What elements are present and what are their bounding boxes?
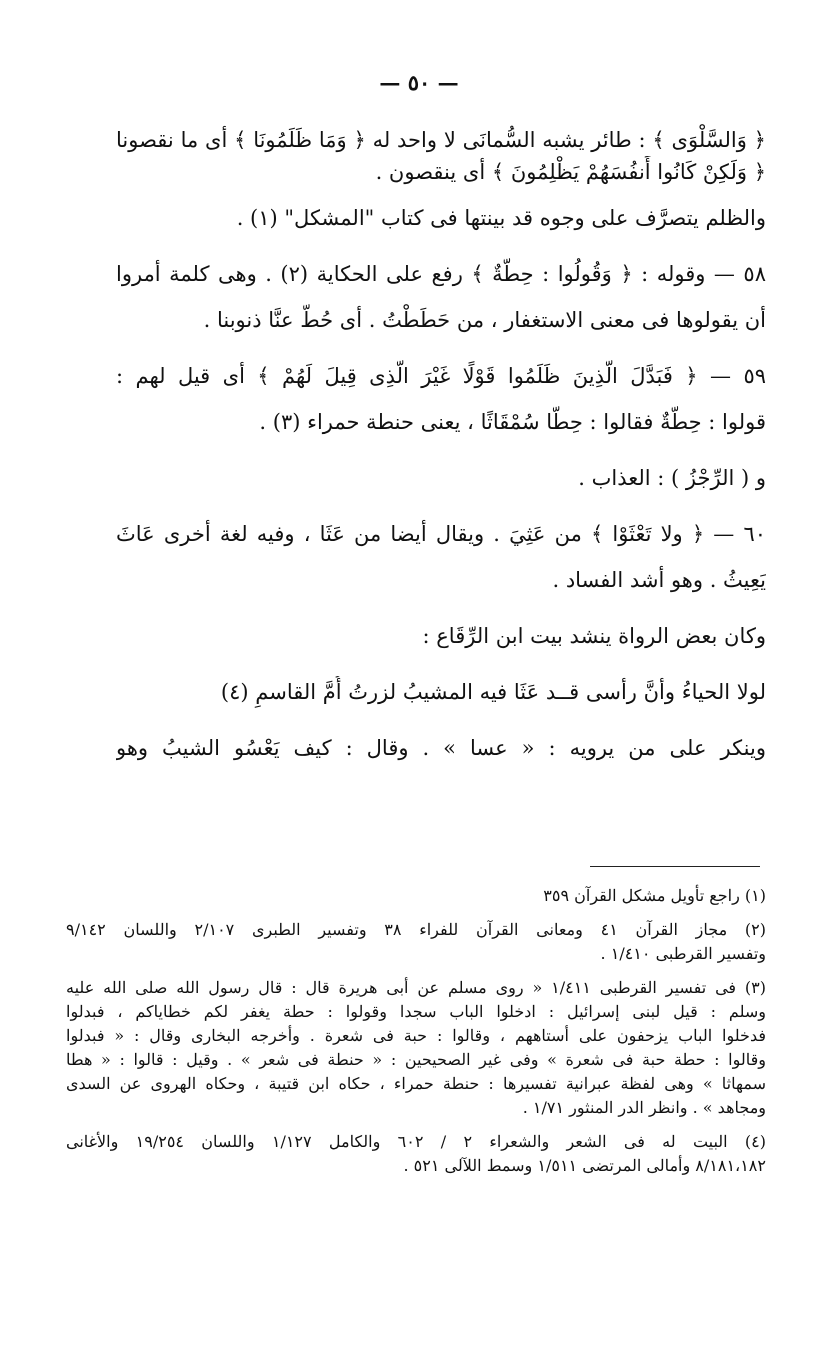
text-line: أن يقولوها فى معنى الاستغفار ، من حَطَطْتُ . أى حُطَّ عنَّا ذنوبنا . bbox=[203, 308, 766, 332]
footnote-2 bbox=[66, 918, 766, 966]
text-line: ٥٨ — وقوله : ﴿ وَقُولُوا : حِطَّةٌ ﴾ رفع على الحكاية (٢) . وهى كلمة أمروا bbox=[116, 262, 766, 286]
footnote-line: ومجاهد » . وانظر الدر المنثور ١/٧١ . bbox=[522, 1098, 766, 1117]
footnote-4 bbox=[66, 1130, 766, 1178]
text-line: والظلم يتصرَّف على وجوه قد بينتها فى كتاب "المشكل" (١) . bbox=[236, 206, 766, 230]
footnote-line: سمهاثا » وهى لفظة عبرانية تفسيرها : حنطة حمراء ، حكاه ابن قتيبة ، وحكاه الهروى عن السدى bbox=[66, 1074, 766, 1093]
text-line: وينكر على من يرويه : « عسا » . وقال : كيف يَعْسُو الشيبُ وهو bbox=[116, 736, 766, 760]
footnote-line: (١) راجع تأويل مشكل القرآن ٣٥٩ bbox=[543, 886, 766, 905]
footnote-line: وقالوا : حطة حبة فى شعرة » وفى غير الصحيحين : « حنطة فى شعر » . وقيل : قالوا : « هطا bbox=[66, 1050, 766, 1069]
main-text bbox=[116, 124, 766, 764]
page-number: — ٥٠ — bbox=[379, 70, 459, 95]
text-line: يَعِيثُ . وهو أشد الفساد . bbox=[552, 568, 766, 592]
footnote-line: وتفسير القرطبى ١/٤١٠ . bbox=[600, 944, 766, 963]
verse-line: لولا الحياءُ وأنَّ رأسى قــد عَثَا فيه المشيبُ لزرتُ أُمَّ القاسمِ (٤) bbox=[220, 680, 766, 704]
footnotes bbox=[66, 884, 766, 1188]
footnote-line: ٨/١٨١،١٨٢ وأمالى المرتضى ١/٥١١ وسمط اللآلى ٥٢١ . bbox=[403, 1156, 766, 1175]
text-line: ٥٩ — ﴿ فَبَدَّلَ الَّذِينَ ظَلَمُوا قَوْلًا غَيْرَ الَّذِى قِيلَ لَهُمْ ﴾ أى قيل لهم : bbox=[116, 364, 766, 388]
text-line: ﴿ وَلَكِنْ كَانُوا أَنفُسَهُمْ يَظْلِمُونَ ﴾ أى ينقصون . bbox=[375, 160, 766, 184]
footnote-line: وسلم : قيل لبنى إسرائيل : ادخلوا الباب سجدا وقولوا : حطة يغفر لكم خطاياكم ، فبدلوا bbox=[66, 1002, 766, 1021]
footnote-line: (٤) البيت له فى الشعر والشعراء ٢ / ٦٠٢ والكامل ١/١٢٧ واللسان ١٩/٢٥٤ والأغانى bbox=[66, 1132, 766, 1151]
footnote-line: (٢) مجاز القرآن ٤١ ومعانى القرآن للفراء ٣٨ وتفسير الطبرى ٢/١٠٧ واللسان ٩/١٤٢ bbox=[66, 920, 766, 939]
footnote-line: (٣) فى تفسير القرطبى ١/٤١١ « روى مسلم عن أبى هريرة قال : قال رسول الله صلى الله عليه bbox=[66, 978, 766, 997]
footnote-divider bbox=[590, 866, 760, 867]
text-line: ﴿ وَالسَّلْوَى ﴾ : طائر يشبه السُّمانَى لا واحد له ﴿ وَمَا ظَلَمُونَا ﴾ أى ما نقصونا bbox=[116, 128, 766, 152]
footnote-3 bbox=[66, 976, 766, 1120]
footnote-line: فدخلوا الباب يزحفون على أستاههم ، وقالوا : حبة فى شعرة . وأخرجه البخارى وقال : « فبدلوا bbox=[66, 1026, 766, 1045]
text-line: قولوا : حِطَّةٌ فقالوا : حِطًّا سُمْقَاثًا ، يعنى حنطة حمراء (٣) . bbox=[259, 410, 766, 434]
text-line: وكان بعض الرواة ينشد بيت ابن الرِّقَاع : bbox=[422, 624, 766, 648]
text-line: و ( الرِّجْزُ ) : العذاب . bbox=[578, 466, 766, 490]
footnote-1 bbox=[66, 884, 766, 908]
text-line: ٦٠ — ﴿ ولا تَعْثَوْا ﴾ من عَثِيَ . ويقال أيضا من عَثَا ، وفيه لغة أخرى عَاثَ bbox=[116, 522, 766, 546]
